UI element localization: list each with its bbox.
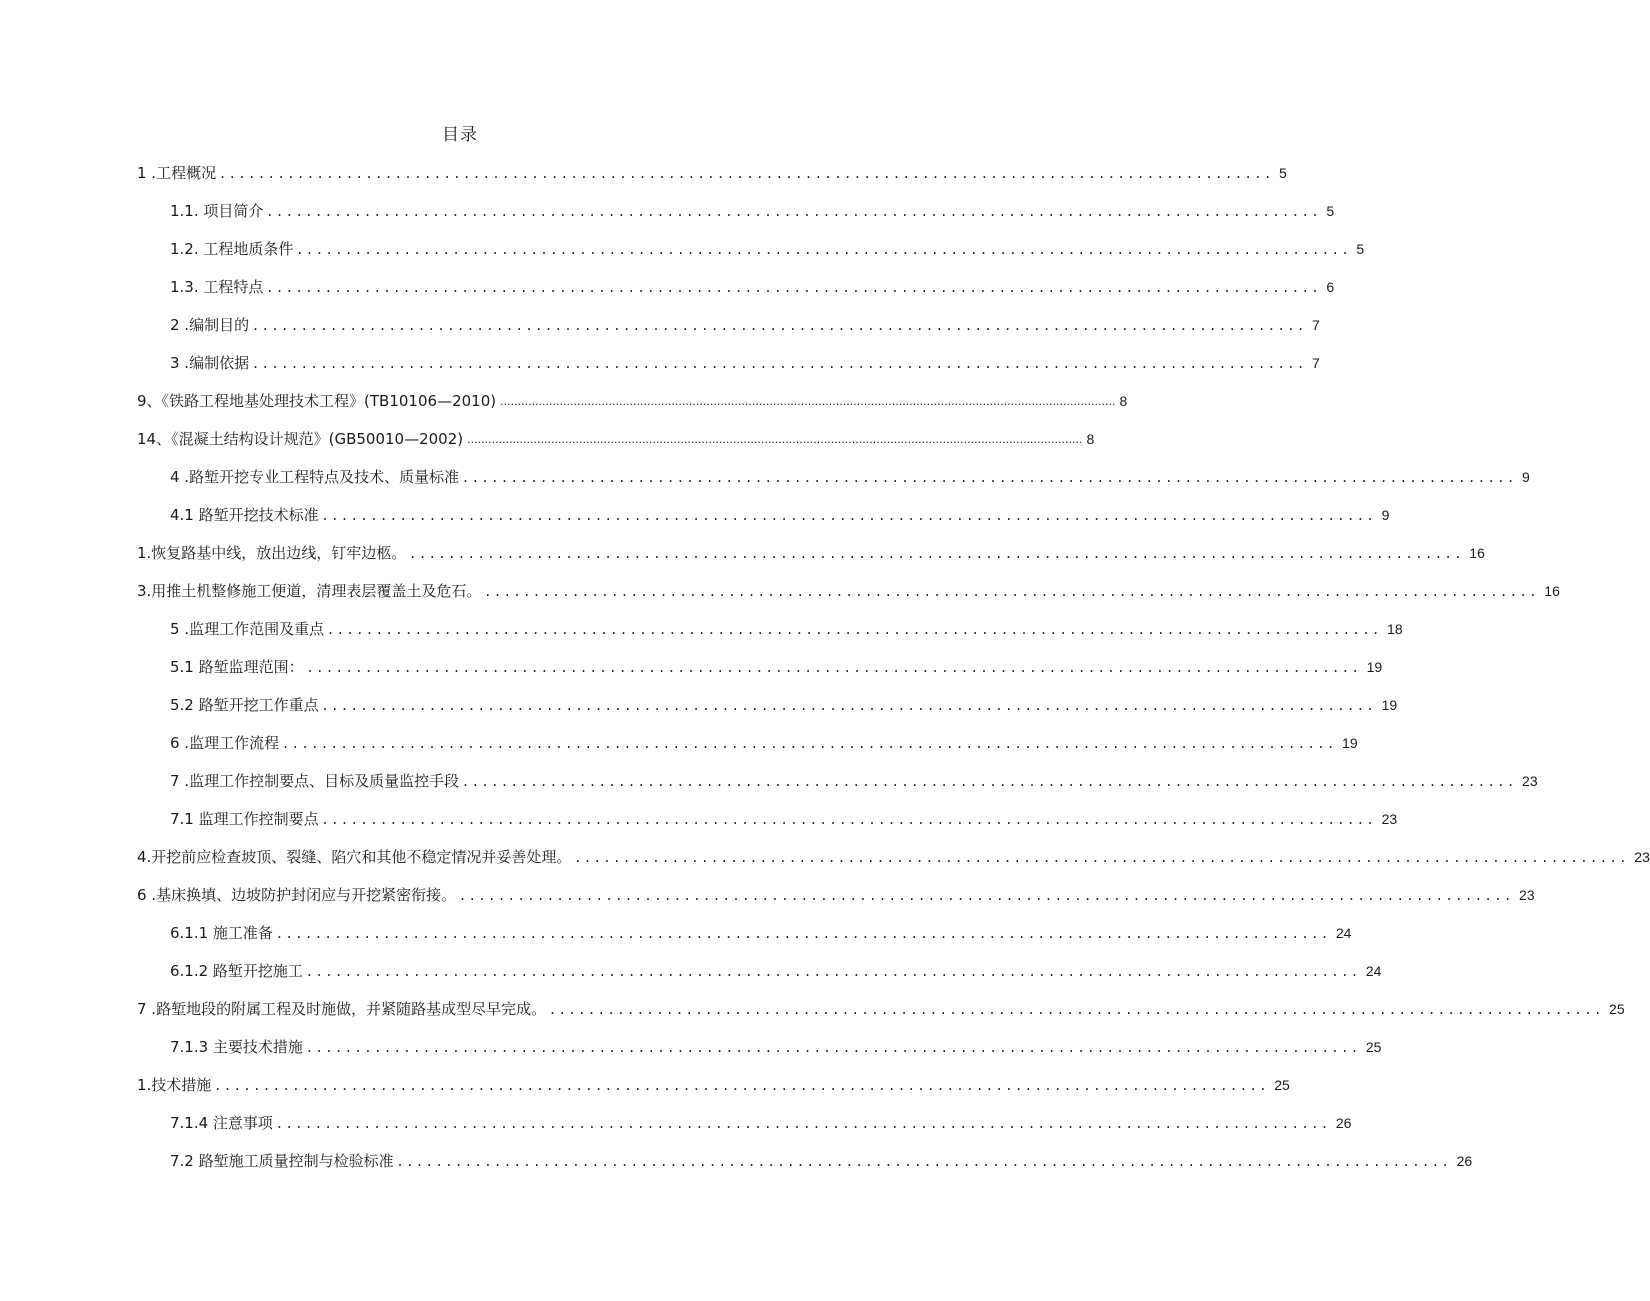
toc-leader: ............................................................................................................ <box>283 734 1339 752</box>
toc-entry-page: 5 <box>1279 165 1287 181</box>
toc-leader: ............................................................................................................ <box>460 886 1516 904</box>
toc-leader: ............................................................................................................ <box>267 278 1323 296</box>
toc-leader: ............................................................................................................ <box>485 582 1541 600</box>
toc-entry[interactable] <box>137 881 1535 905</box>
toc-entry-page: 19 <box>1342 735 1358 751</box>
toc-entry-label: 1 .工程概况 <box>137 164 217 182</box>
toc-entry-label: 7 .路堑地段的附属工程及时施做，并紧随路基成型尽早完成。 <box>137 1000 547 1018</box>
toc-entry[interactable] <box>170 1109 1352 1133</box>
toc-leader: ............................................................................................................ <box>297 240 1353 258</box>
toc-entry-page: 7 <box>1312 317 1320 333</box>
toc-entry-label: 5 .监理工作范围及重点 <box>170 620 325 638</box>
toc-entry-page: 8 <box>1119 393 1128 409</box>
toc-entry-label: 1.恢复路基中线，放出边线，钉牢边柩。 <box>137 544 407 562</box>
toc-leader: ............................................................................................................ <box>463 468 1519 486</box>
toc-entry[interactable] <box>137 995 1625 1019</box>
toc-entry-page: 8 <box>1086 431 1095 447</box>
toc-entry[interactable] <box>170 729 1358 753</box>
toc-leader: ............................................................................................................ <box>276 924 1332 942</box>
toc-leader: ............................................................................................................ <box>306 1038 1362 1056</box>
toc-leader: ............................................................................................................ <box>410 544 1466 562</box>
toc-entry-label: 4.开挖前应检查坡顶、裂缝、陷穴和其他不稳定情况并妥善处理。 <box>137 848 572 866</box>
toc-entry-label: 3.用推土机整修施工便道，清理表层覆盖土及危石。 <box>137 582 482 600</box>
toc-entry-label: 6.1.2 路堑开挖施工 <box>170 962 303 980</box>
toc-entry[interactable] <box>170 501 1390 525</box>
toc-leader: ............................................................................................................ <box>220 164 1276 182</box>
toc-entry-page: 19 <box>1381 697 1398 713</box>
toc-entry-label: 6 .基床换填、边坡防护封闭应与开挖紧密衔接。 <box>137 886 457 904</box>
toc-entry-label: 2 .编制目的 <box>170 316 250 334</box>
toc-entry[interactable] <box>170 349 1320 373</box>
toc-leader: ............................................................................................................ <box>306 962 1362 980</box>
toc-entry-label: 5.1 路堑监理范围： <box>170 658 304 676</box>
toc-entry[interactable] <box>170 653 1383 677</box>
toc-entry-page: 23 <box>1522 773 1538 789</box>
toc-entry[interactable] <box>137 159 1287 183</box>
toc-entry-label: 7.2 路堑施工质量控制与检验标准 <box>170 1152 394 1170</box>
toc-entry-page: 23 <box>1634 849 1650 865</box>
toc-entry[interactable] <box>170 1033 1382 1057</box>
toc-entry-label: 3 .编制依据 <box>170 354 250 372</box>
toc-entry-label: 6.1.1 施工准备 <box>170 924 273 942</box>
toc-entry[interactable] <box>170 235 1365 259</box>
toc-entry-label: 14、《混凝土结构设计规范》(GB50010—2002) <box>137 430 464 448</box>
toc-entry-page: 19 <box>1366 659 1383 675</box>
toc-entry[interactable] <box>137 577 1560 601</box>
toc-entry[interactable] <box>137 539 1485 563</box>
toc-entry[interactable] <box>137 425 1095 449</box>
toc-leader: ............................................................................................................ <box>276 1114 1332 1132</box>
toc-entry-label: 9、《铁路工程地基处理技术工程》(TB10106—2010) <box>137 392 497 410</box>
toc-entry[interactable] <box>170 767 1538 791</box>
toc-entry-page: 25 <box>1365 1039 1382 1055</box>
toc-leader: ............................................................................................................ <box>550 1000 1606 1018</box>
toc-entry-page: 5 <box>1356 241 1365 257</box>
toc-entry[interactable] <box>137 387 1128 411</box>
toc-leader: ............................................................................................................ <box>307 658 1363 676</box>
toc-leader: ............................................................................................................ <box>253 354 1309 372</box>
toc-entry-label: 5.2 路堑开挖工作重点 <box>170 696 319 714</box>
page-title: 目录 <box>442 125 478 145</box>
toc-entry[interactable] <box>170 463 1530 487</box>
toc-leader: ............................................................................................................ <box>322 506 1378 524</box>
toc-entry-page: 7 <box>1312 355 1320 371</box>
toc-leader: ................................................................................................................................................................................ <box>467 433 1083 446</box>
toc-entry-page: 24 <box>1365 963 1382 979</box>
toc-entry-label: 7.1 监理工作控制要点 <box>170 810 319 828</box>
toc-entry-page: 5 <box>1326 203 1335 219</box>
toc-entry-page: 16 <box>1469 545 1485 561</box>
toc-leader: ............................................................................................................ <box>215 1076 1271 1094</box>
toc-leader: ............................................................................................................ <box>328 620 1384 638</box>
toc-entry-page: 25 <box>1609 1001 1625 1017</box>
toc-entry-page: 18 <box>1387 621 1403 637</box>
toc-entry[interactable] <box>137 1071 1290 1095</box>
toc-leader: ............................................................................................................ <box>322 810 1378 828</box>
toc-entry-label: 1.技术措施 <box>137 1076 212 1094</box>
toc-leader: ............................................................................................................ <box>322 696 1378 714</box>
toc-entry[interactable] <box>170 691 1398 715</box>
toc-entry-label: 1.1. 项目简介 <box>170 202 264 220</box>
toc-entry-page: 23 <box>1381 811 1398 827</box>
toc-leader: ............................................................................................................ <box>397 1152 1453 1170</box>
toc-entry[interactable] <box>170 197 1335 221</box>
toc-entry-label: 7.1.3 主要技术措施 <box>170 1038 303 1056</box>
toc-entry-page: 9 <box>1522 469 1530 485</box>
toc-entry[interactable] <box>170 311 1320 335</box>
toc-entry-page: 25 <box>1274 1077 1290 1093</box>
toc-entry-label: 1.2. 工程地质条件 <box>170 240 294 258</box>
toc-entry-label: 7 .监理工作控制要点、目标及质量监控手段 <box>170 772 460 790</box>
toc-entry-label: 6 .监理工作流程 <box>170 734 280 752</box>
toc-entry-label: 7.1.4 注意事项 <box>170 1114 273 1132</box>
toc-entry[interactable] <box>170 957 1382 981</box>
toc-entry[interactable] <box>137 843 1650 867</box>
toc-leader: ............................................................................................................ <box>267 202 1323 220</box>
toc-entry[interactable] <box>170 615 1403 639</box>
toc-entry-page: 9 <box>1381 507 1390 523</box>
toc-entry[interactable] <box>170 273 1335 297</box>
toc-leader: ............................................................................................................ <box>253 316 1309 334</box>
toc-entry-page: 23 <box>1519 887 1535 903</box>
toc-leader: ................................................................................................................................................................................ <box>500 395 1116 408</box>
toc-entry[interactable] <box>170 1147 1473 1171</box>
toc-entry-page: 24 <box>1335 925 1352 941</box>
toc-entry-page: 6 <box>1326 279 1335 295</box>
toc-entry-page: 16 <box>1544 583 1560 599</box>
toc-entry-page: 26 <box>1456 1153 1473 1169</box>
toc-leader: ............................................................................................................ <box>463 772 1519 790</box>
toc-entry-page: 26 <box>1335 1115 1352 1131</box>
toc-entry-label: 4.1 路堑开挖技术标准 <box>170 506 319 524</box>
toc-entry[interactable] <box>170 919 1352 943</box>
toc-leader: ............................................................................................................ <box>575 848 1631 866</box>
toc-entry-label: 1.3. 工程特点 <box>170 278 264 296</box>
toc-entry-label: 4 .路堑开挖专业工程特点及技术、质量标准 <box>170 468 460 486</box>
toc-entry[interactable] <box>170 805 1398 829</box>
